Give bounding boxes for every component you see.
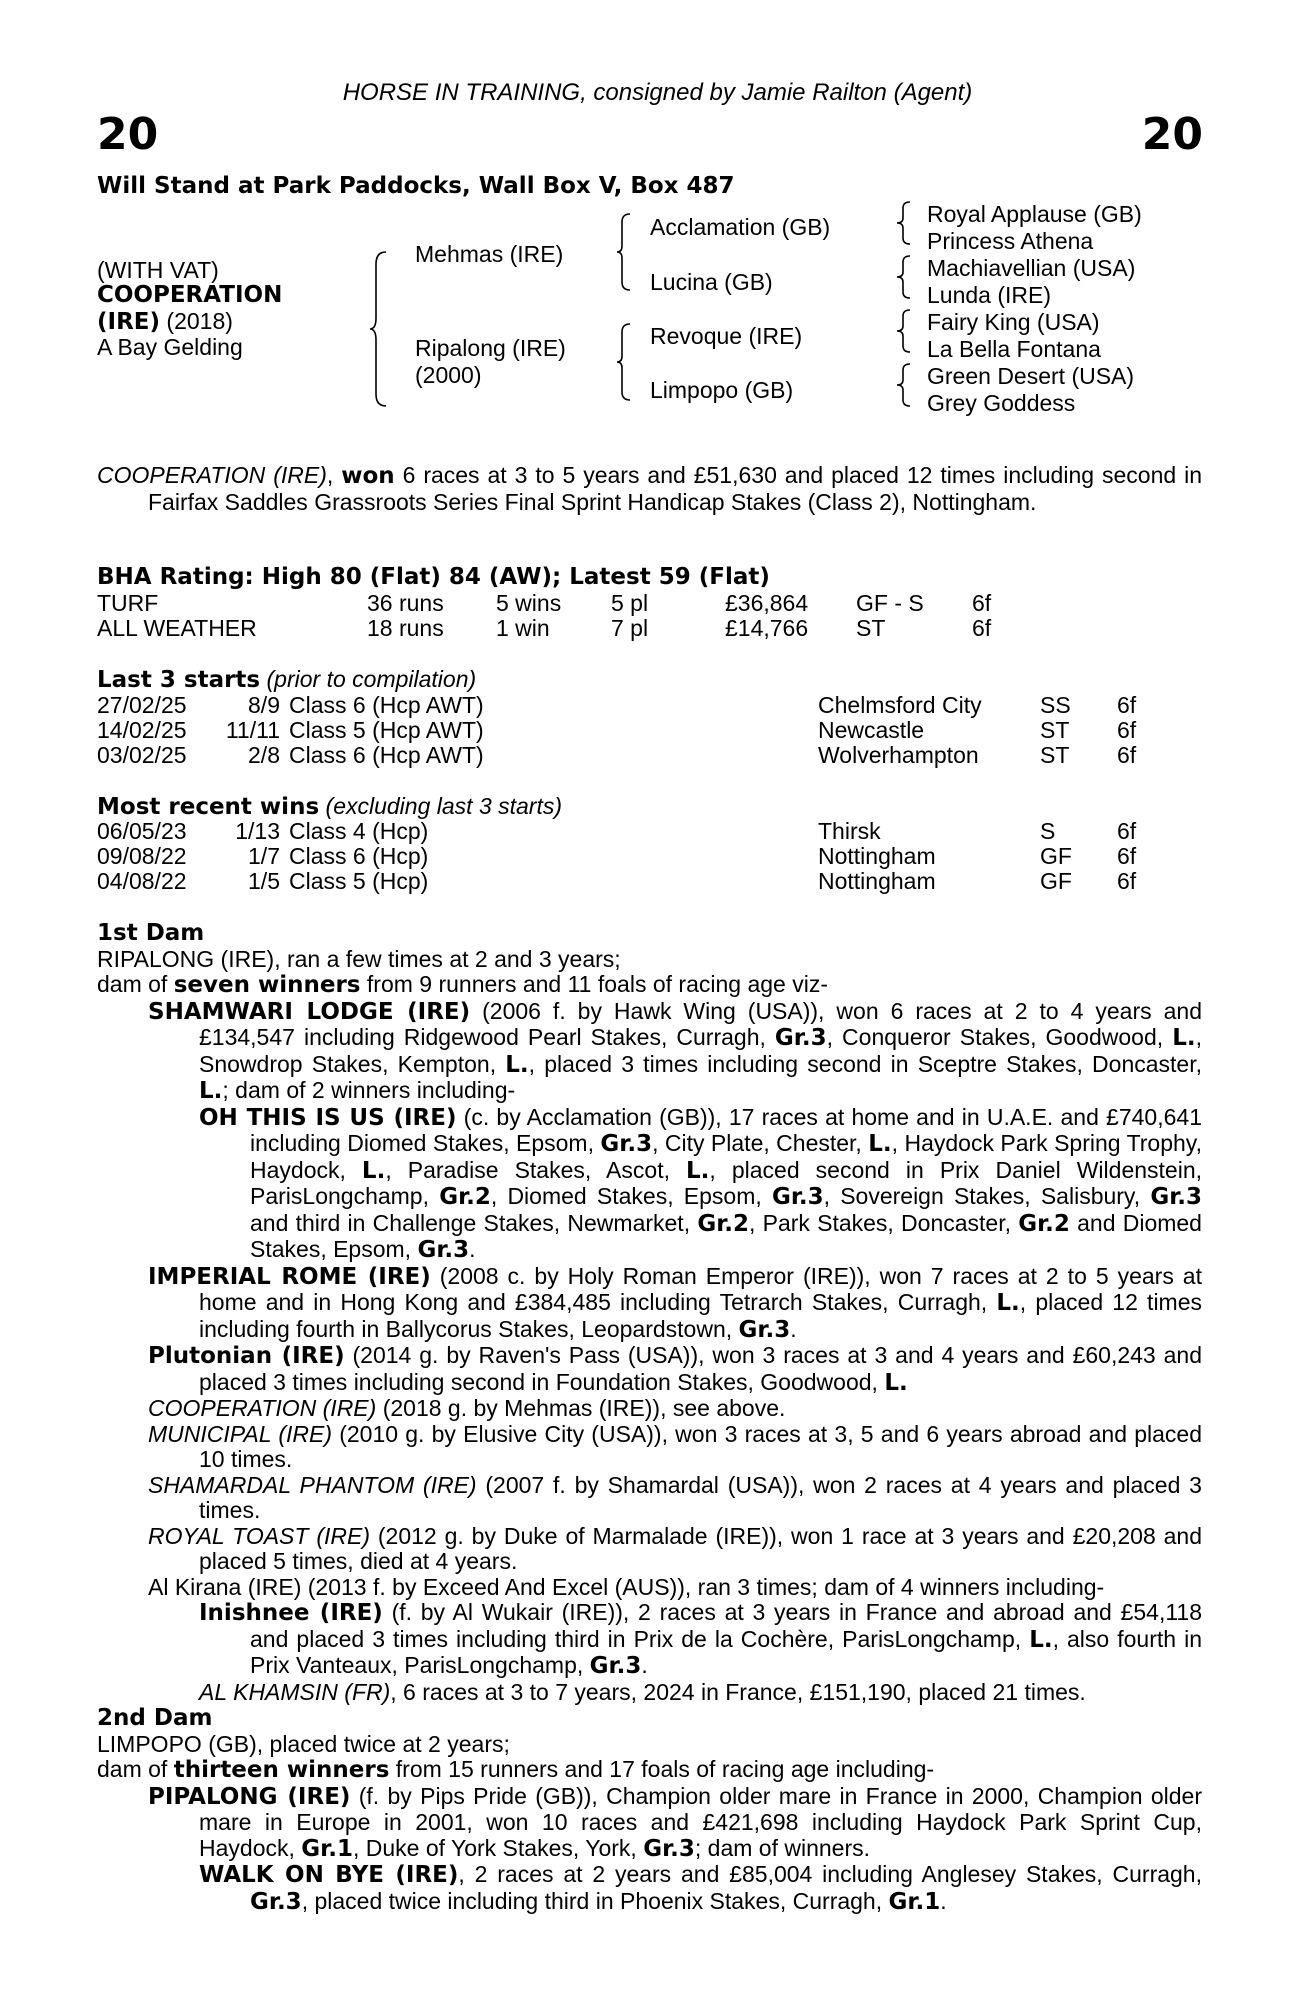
rating-placed: 5 pl bbox=[611, 590, 649, 616]
win-date: 06/05/23 bbox=[97, 818, 187, 844]
win-date: 09/08/22 bbox=[97, 843, 187, 869]
pedigree-sdd: Lunda (IRE) bbox=[927, 282, 1052, 308]
lot-number-right: 20 bbox=[1141, 109, 1203, 160]
pedigree-brace-ss bbox=[897, 200, 913, 246]
progeny-text: (2010 g. by Elusive City (USA)), won 3 races at 3, 5 and 6 years abroad and placed 10 times. bbox=[199, 1420, 1203, 1472]
progeny-name: PIPALONG (IRE) bbox=[148, 1783, 351, 1810]
progeny-text: . bbox=[790, 1315, 797, 1342]
progeny-entry bbox=[97, 1524, 1202, 1575]
dam-of-text: dam of bbox=[97, 971, 174, 997]
progeny-subentry bbox=[97, 1600, 1202, 1680]
progeny-name: SHAMARDAL PHANTOM (IRE) bbox=[148, 1471, 477, 1498]
start-going: SS bbox=[1040, 692, 1071, 718]
pedigree-sss: Royal Applause (GB) bbox=[927, 201, 1142, 227]
rating-prize: £14,766 bbox=[725, 615, 809, 641]
win-going: GF bbox=[1040, 843, 1072, 869]
progeny-text: , City Plate, Chester, bbox=[652, 1130, 869, 1156]
start-course: Wolverhampton bbox=[818, 742, 979, 768]
grade-label: Gr.3 bbox=[250, 1888, 302, 1915]
progeny-entry bbox=[97, 1264, 1202, 1344]
listed-label: L. bbox=[884, 1369, 908, 1396]
progeny-entry bbox=[97, 1473, 1202, 1524]
race-summary: COOPERATION (IRE), won 6 races at 3 to 5 years and £51,630 and placed 12 times including second in Fairfax Saddles Grassroots Series Final Sprint Handicap Stakes (Class 2), Nottingham. bbox=[97, 462, 1202, 515]
progeny-name: SHAMWARI LODGE (IRE) bbox=[148, 998, 471, 1025]
pedigree-sire: Mehmas (IRE) bbox=[415, 241, 564, 267]
pedigree-dsd: La Bella Fontana bbox=[927, 336, 1101, 362]
listed-label: L. bbox=[1029, 1626, 1053, 1653]
progeny-text: , Diomed Stakes, Epsom, bbox=[490, 1183, 772, 1209]
grade-label: Gr.3 bbox=[600, 1131, 653, 1157]
pedigree-ddd: Grey Goddess bbox=[927, 390, 1076, 416]
win-date: 04/08/22 bbox=[97, 868, 187, 894]
horse-name: COOPERATION bbox=[97, 282, 283, 308]
pedigree-sire-sire: Acclamation (GB) bbox=[650, 214, 831, 240]
progeny-text: , placed 12 times including fourth in Ballycorus Stakes, Leopardstown, bbox=[199, 1289, 1203, 1342]
summary-horse-name: COOPERATION (IRE) bbox=[97, 462, 327, 488]
progeny-text: . bbox=[641, 1652, 648, 1678]
progeny-text: , placed second in Prix Daniel Wildenstein, ParisLongchamp, bbox=[250, 1156, 1202, 1209]
progeny-text: (2008 c. by Holy Roman Emperor (IRE)), won 7 races at 2 to 5 years at home and in Hong Kong and £384,485 including Tetrarch Stakes, Curragh, bbox=[199, 1262, 1202, 1315]
last3-heading-line bbox=[97, 667, 476, 694]
pedigree-dam: Ripalong (IRE) bbox=[415, 335, 566, 361]
win-position: 1/5 bbox=[248, 868, 280, 894]
horse-name-country bbox=[97, 309, 233, 336]
start-course: Newcastle bbox=[818, 717, 925, 743]
second-dam-heading: 2nd Dam bbox=[97, 1705, 213, 1731]
progeny-name: MUNICIPAL (IRE) bbox=[148, 1420, 332, 1447]
progeny-name: AL KHAMSIN (FR) bbox=[199, 1678, 391, 1705]
pedigree-sds: Machiavellian (USA) bbox=[927, 255, 1136, 281]
start-class: Class 6 (Hcp AWT) bbox=[289, 692, 484, 718]
last3-note: (prior to compilation) bbox=[260, 666, 477, 692]
rating-going: GF - S bbox=[856, 590, 924, 616]
stand-location: Will Stand at Park Paddocks, Wall Box V, Box 487 bbox=[97, 173, 735, 199]
rating-wins: 1 win bbox=[496, 615, 550, 641]
win-distance: 6f bbox=[1117, 843, 1137, 869]
win-distance: 6f bbox=[1117, 868, 1137, 894]
pedigree-brace-sire bbox=[617, 212, 633, 292]
progeny-text: , Sovereign Stakes, Salisbury, bbox=[823, 1183, 1151, 1209]
progeny-name: Inishnee (IRE) bbox=[199, 1600, 383, 1626]
progeny-text: , Conqueror Stakes, Goodwood, bbox=[826, 1024, 1173, 1050]
start-position: 2/8 bbox=[248, 742, 280, 768]
grade-label: Gr.3 bbox=[738, 1316, 791, 1343]
horse-year: (2018) bbox=[160, 308, 233, 334]
listed-label: L. bbox=[1172, 1025, 1196, 1051]
progeny-text: , 6 races at 3 to 7 years, 2024 in France, £151,190, placed 21 times. bbox=[390, 1678, 1086, 1705]
progeny-text: , Paradise Stakes, Ascot, bbox=[385, 1156, 687, 1183]
rating-surface: ALL WEATHER bbox=[97, 615, 257, 641]
rating-wins: 5 wins bbox=[496, 590, 562, 616]
rating-placed: 7 pl bbox=[611, 615, 649, 641]
win-course: Thirsk bbox=[818, 818, 881, 844]
winners-count: seven winners bbox=[173, 972, 361, 998]
start-class: Class 6 (Hcp AWT) bbox=[289, 742, 484, 768]
grade-label: Gr.2 bbox=[1018, 1210, 1070, 1237]
progeny-text: ; dam of 2 winners including- bbox=[222, 1077, 516, 1103]
listed-label: L. bbox=[996, 1290, 1020, 1316]
progeny-name: ROYAL TOAST (IRE) bbox=[148, 1522, 370, 1549]
pedigree-dam-dam: Limpopo (GB) bbox=[650, 377, 794, 403]
first-dam-line: RIPALONG (IRE), ran a few times at 2 and 3 years; bbox=[97, 945, 621, 972]
pedigree-brace-sd bbox=[897, 254, 913, 300]
winners-count: thirteen winners bbox=[173, 1757, 390, 1783]
progeny-text: and Diomed Stakes, Epsom, bbox=[250, 1209, 1202, 1262]
vat-note: (WITH VAT) bbox=[97, 257, 219, 283]
pedigree-brace-dd bbox=[897, 362, 913, 408]
grade-label: Gr.1 bbox=[301, 1835, 353, 1862]
progeny-entry bbox=[97, 1784, 1202, 1863]
second-dam-section bbox=[97, 1705, 1202, 1915]
progeny-entry bbox=[97, 1422, 1202, 1473]
progeny-name: COOPERATION (IRE) bbox=[148, 1395, 377, 1421]
horse-description: A Bay Gelding bbox=[97, 334, 243, 360]
rating-prize: £36,864 bbox=[725, 590, 809, 616]
progeny-name: IMPERIAL ROME (IRE) bbox=[148, 1263, 431, 1290]
win-course: Nottingham bbox=[818, 868, 936, 894]
progeny-text: , Park Stakes, Doncaster, bbox=[749, 1209, 1019, 1236]
start-distance: 6f bbox=[1117, 717, 1137, 743]
win-class: Class 5 (Hcp) bbox=[289, 868, 429, 894]
lot-number-left: 20 bbox=[97, 109, 159, 160]
progeny-entry: Al Kirana (IRE) (2013 f. by Exceed And Excel (AUS)), ran 3 times; dam of 4 winners including- bbox=[148, 1573, 1105, 1600]
rating-runs: 36 runs bbox=[367, 590, 444, 616]
win-going: GF bbox=[1040, 868, 1072, 894]
rating-distance: 6f bbox=[972, 615, 992, 641]
progeny-text: , Snowdrop Stakes, Kempton, bbox=[199, 1024, 1202, 1077]
pedigree-ssd: Princess Athena bbox=[927, 228, 1094, 254]
pedigree-brace-main bbox=[370, 250, 390, 408]
progeny-text: , 2 races at 2 years and £85,004 including Anglesey Stakes, Curragh, bbox=[458, 1861, 1202, 1887]
pedigree-dam-sire: Revoque (IRE) bbox=[650, 323, 803, 349]
start-course: Chelmsford City bbox=[818, 692, 982, 718]
progeny-text: (2006 f. by Hawk Wing (USA)), won 6 races at 2 to 4 years and £134,547 including Ridgewood Pearl Stakes, Curragh, bbox=[199, 997, 1202, 1050]
grade-label: Gr.2 bbox=[697, 1210, 749, 1237]
progeny-entry bbox=[97, 1343, 1202, 1396]
recent-heading: Most recent wins bbox=[97, 794, 320, 820]
rating-runs: 18 runs bbox=[367, 615, 444, 641]
start-date: 14/02/25 bbox=[97, 717, 187, 743]
listed-label: L. bbox=[868, 1131, 892, 1157]
progeny-text: (c. by Acclamation (GB)), 17 races at home and in U.A.E. and £740,641 including Diomed Stakes, Epsom, bbox=[250, 1103, 1202, 1156]
catalogue-header: HORSE IN TRAINING, consigned by Jamie Railton (Agent) bbox=[342, 79, 973, 106]
progeny-text: , also fourth in Prix Vanteaux, ParisLongchamp, bbox=[250, 1625, 1203, 1678]
progeny-subentry bbox=[97, 1862, 1202, 1915]
progeny-text: (2018 g. by Mehmas (IRE)), see above. bbox=[376, 1395, 786, 1421]
last3-heading: Last 3 starts bbox=[97, 667, 261, 693]
pedigree-dds: Green Desert (USA) bbox=[927, 363, 1135, 389]
bha-rating-heading: BHA Rating: High 80 (Flat) 84 (AW); Latest 59 (Flat) bbox=[97, 564, 770, 590]
start-date: 03/02/25 bbox=[97, 742, 187, 768]
summary-text: 6 races at 3 to 5 years and £51,630 and placed 12 times including second in Fairfax Saddles Grassroots Series Final Sprint Handicap Stakes (Class 2), Nottingham. bbox=[148, 462, 1202, 515]
dam-of-text: dam of bbox=[97, 1756, 174, 1782]
grade-label: Gr.1 bbox=[888, 1888, 941, 1915]
listed-label: L. bbox=[361, 1157, 386, 1184]
win-distance: 6f bbox=[1117, 818, 1137, 844]
progeny-text: , Haydock Park Spring Trophy, Haydock, bbox=[250, 1130, 1202, 1183]
progeny-text: (2014 g. by Raven's Pass (USA)), won 3 races at 3 and 4 years and £60,243 and placed 3 times including second in Foundation Stakes, Goodwood, bbox=[199, 1342, 1202, 1395]
progeny-entry bbox=[97, 1396, 1202, 1422]
grade-label: Gr.3 bbox=[417, 1237, 470, 1263]
recent-heading-line bbox=[97, 794, 562, 821]
start-position: 8/9 bbox=[248, 692, 280, 718]
dam-of-rest: from 9 runners and 11 foals of racing age viz- bbox=[360, 971, 828, 997]
progeny-text: . bbox=[940, 1887, 947, 1914]
dam-of-rest: from 15 runners and 17 foals of racing age including- bbox=[389, 1756, 935, 1782]
start-going: ST bbox=[1040, 717, 1070, 743]
win-class: Class 4 (Hcp) bbox=[289, 818, 429, 844]
grade-label: Gr.3 bbox=[771, 1184, 824, 1210]
progeny-name: OH THIS IS US (IRE) bbox=[199, 1104, 457, 1131]
progeny-entry bbox=[97, 999, 1202, 1105]
win-class: Class 6 (Hcp) bbox=[289, 843, 429, 869]
start-distance: 6f bbox=[1117, 742, 1137, 768]
progeny-text: , placed 3 times including second in Sceptre Stakes, Doncaster, bbox=[528, 1050, 1202, 1077]
progeny-name: WALK ON BYE (IRE) bbox=[199, 1862, 459, 1888]
progeny-text: (2012 g. by Duke of Marmalade (IRE)), won 1 race at 3 years and £20,208 and placed 5 times, died at 4 years. bbox=[199, 1522, 1203, 1574]
rating-distance: 6f bbox=[972, 590, 992, 616]
progeny-subentry bbox=[97, 1680, 1202, 1706]
progeny-subentry bbox=[97, 1105, 1202, 1264]
progeny-text: (2007 f. by Shamardal (USA)), won 2 races at 4 years and placed 3 times. bbox=[199, 1471, 1202, 1523]
horse-country: (IRE) bbox=[97, 309, 161, 335]
start-distance: 6f bbox=[1117, 692, 1137, 718]
progeny-text: ; dam of winners. bbox=[694, 1834, 871, 1861]
win-course: Nottingham bbox=[818, 843, 936, 869]
grade-label: Gr.3 bbox=[774, 1025, 827, 1051]
pedigree-sire-dam: Lucina (GB) bbox=[650, 269, 773, 295]
start-going: ST bbox=[1040, 742, 1070, 768]
grade-label: Gr.3 bbox=[643, 1835, 695, 1862]
win-going: S bbox=[1040, 818, 1056, 844]
second-dam-line: LIMPOPO (GB), placed twice at 2 years; bbox=[97, 1730, 510, 1757]
pedigree-brace-ds bbox=[897, 308, 913, 354]
win-position: 1/13 bbox=[235, 818, 280, 844]
summary-won: won bbox=[341, 463, 395, 489]
listed-label: L. bbox=[686, 1157, 710, 1184]
pedigree-dss: Fairy King (USA) bbox=[927, 309, 1100, 335]
first-dam-section bbox=[97, 920, 1202, 1705]
start-position: 11/11 bbox=[225, 717, 280, 743]
rating-going: ST bbox=[856, 615, 886, 641]
start-class: Class 5 (Hcp AWT) bbox=[289, 717, 484, 743]
first-dam-heading: 1st Dam bbox=[97, 920, 205, 946]
grade-label: Gr.3 bbox=[589, 1653, 642, 1679]
grade-label: Gr.3 bbox=[1150, 1184, 1202, 1210]
listed-label: L. bbox=[505, 1051, 529, 1078]
progeny-text: and third in Challenge Stakes, Newmarket, bbox=[250, 1209, 698, 1236]
progeny-text: . bbox=[469, 1236, 476, 1262]
pedigree-dam-year: (2000) bbox=[415, 362, 482, 388]
win-position: 1/7 bbox=[248, 843, 280, 869]
rating-surface: TURF bbox=[97, 590, 159, 616]
grade-label: Gr.2 bbox=[439, 1184, 491, 1210]
pedigree-brace-dam bbox=[617, 322, 633, 402]
start-date: 27/02/25 bbox=[97, 692, 187, 718]
recent-note: (excluding last 3 starts) bbox=[319, 793, 563, 819]
progeny-text: (f. by Al Wukair (IRE)), 2 races at 3 years in France and abroad and £54,118 and placed 3 times including third in Prix de la Cochère, ParisLongchamp, bbox=[250, 1599, 1202, 1652]
progeny-text: , placed twice including third in Phoenix Stakes, Curragh, bbox=[301, 1887, 889, 1914]
progeny-name: Plutonian (IRE) bbox=[148, 1343, 345, 1369]
progeny-text: , Duke of York Stakes, York, bbox=[352, 1834, 644, 1861]
listed-label: L. bbox=[199, 1078, 223, 1104]
progeny-text: (f. by Pips Pride (GB)), Champion older mare in France in 2000, Champion older mare in Europe in 2001, won 10 races and £421,698 including Haydock Park Sprint Cup, Haydock, bbox=[199, 1782, 1202, 1861]
